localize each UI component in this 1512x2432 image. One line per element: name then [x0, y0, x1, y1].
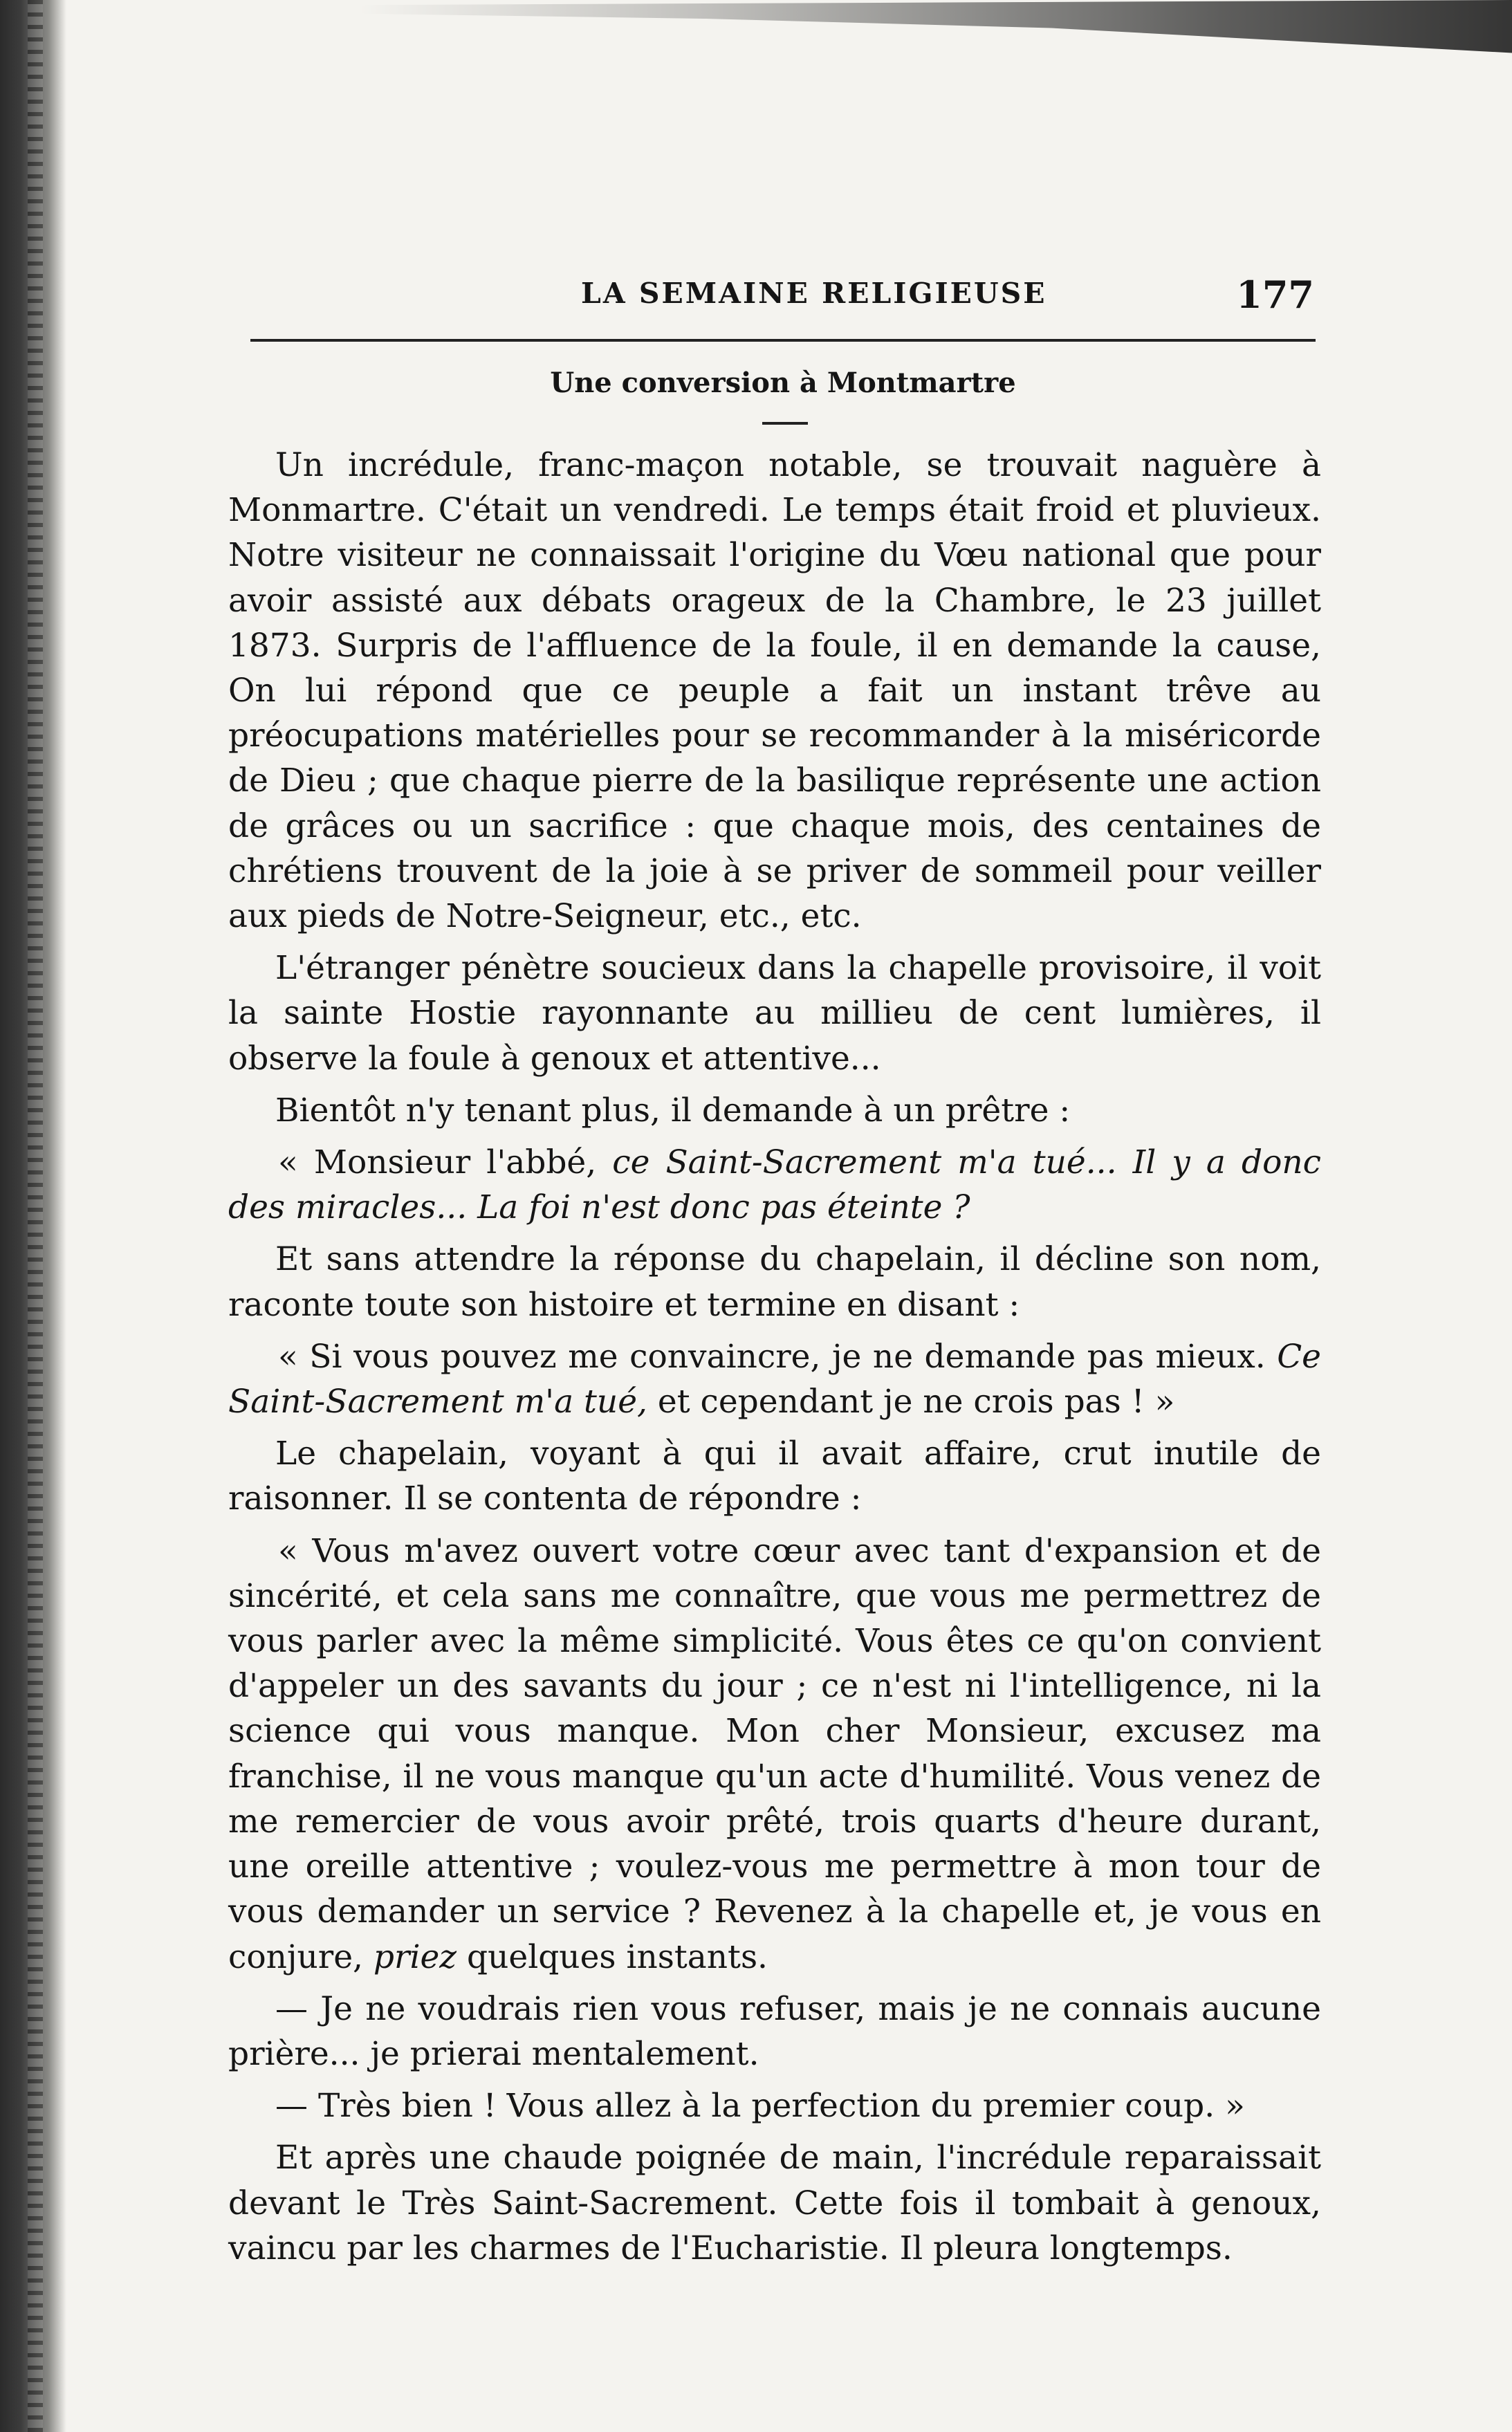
quote-2-italic: Ce Saint-Sacrement m'a tué, — [228, 1337, 1321, 1421]
paragraph-3: Bientôt n'y tenant plus, il demande à un prêtre : — [275, 1091, 1071, 1130]
article-body — [228, 443, 1321, 2271]
page-header — [249, 273, 1314, 325]
paragraph-2: L'étranger pénètre soucieux dans la chapelle provisoire, il voit la sainte Hostie rayonnante au millieu de cent lumières, il observe la foule à genoux et attentive... — [228, 949, 1321, 1078]
paragraph-7: Le chapelain, voyant à qui il avait affaire, crut inutile de raisonner. Il se contenta de répondre : — [228, 1435, 1321, 1518]
dialogue-1: — Je ne voudrais rien vous refuser, mais je ne connais aucune prière... je prierai mentalement. — [228, 1989, 1321, 2073]
paragraph-final: Et après une chaude poignée de main, l'incrédule reparaissait devant le Très Saint-Sacrement. Cette fois il tombait à genoux, vaincu par les charmes de l'Eucharistie. Il pleura longtemps. — [228, 2139, 1321, 2267]
page-number: 177 — [1236, 273, 1314, 317]
dialogue-2: — Très bien ! Vous allez à la perfection du premier coup. » — [275, 2087, 1245, 2126]
quote-1-lead: « Monsieur l'abbé, — [278, 1143, 613, 1182]
running-head: LA SEMAINE RELIGIEUSE — [581, 277, 1047, 310]
title-dash — [762, 422, 808, 425]
article-title: Une conversion à Montmartre — [550, 367, 1016, 399]
quote-1-italic: ce Saint-Sacrement m'a tué... Il y a donc des miracles... La foi n'est donc pas éteinte ? — [228, 1143, 1321, 1227]
quote-3-italic: priez — [373, 1937, 457, 1976]
quote-3-lead: « Vous m'avez ouvert votre cœur avec tant d'expansion et de sincérité, et cela sans me connaître, que vous me permettrez de vous parler avec la même simplicité. Vous êtes ce qu'on convient d'appeler un des savants du jour ; ce n'est ni l'intelligence, ni la science qui vous manque. Mon cher Monsieur, excusez ma franchise, il ne vous manque qu'un acte d'humilité. Vous venez de me remercier de vous avoir prêté, trois quarts d'heure durant, une oreille attentive ; voulez-vous me permettre à mon tour de vous demander un service ? Revenez à la chapelle et, je vous en conjure, — [228, 1531, 1321, 1976]
paragraph-5: Et sans attendre la réponse du chapelain, il décline son nom, raconte toute son histoire et termine en disant : — [228, 1240, 1321, 1324]
quote-2-lead: « Si vous pouvez me convaincre, je ne demande pas mieux. — [278, 1337, 1278, 1376]
quote-2 — [228, 1334, 1321, 1424]
quote-2-tail: et cependant je ne crois pas ! » — [647, 1383, 1175, 1421]
scan-edge-top — [360, 0, 1512, 62]
scan-binding-edge — [0, 0, 66, 2432]
quote-3 — [228, 1529, 1321, 1980]
quote-3-tail: quelques instants. — [457, 1937, 768, 1976]
quote-1 — [228, 1140, 1321, 1230]
paragraph-1: Un incrédule, franc-maçon notable, se trouvait naguère à Monmartre. C'était un vendredi. Le temps était froid et pluvieux. Notre visiteur ne connaissait l'origine du Vœu national que pour avoir assisté aux débats orageux de la Chambre, le 23 juillet 1873. Surpris de l'affluence de la foule, il en demande la cause, On lui répond que ce peuple a fait un instant trêve au préocupations matérielles pour se recommander à la miséricorde de Dieu ; que chaque pierre de la basilique représente une action de grâces ou un sacrifice : que chaque mois, des centaines de chrétiens trouvent de la joie à se priver de sommeil pour veiller aux pieds de Notre-Seigneur, etc., etc. — [228, 446, 1321, 936]
header-rule — [250, 339, 1316, 342]
